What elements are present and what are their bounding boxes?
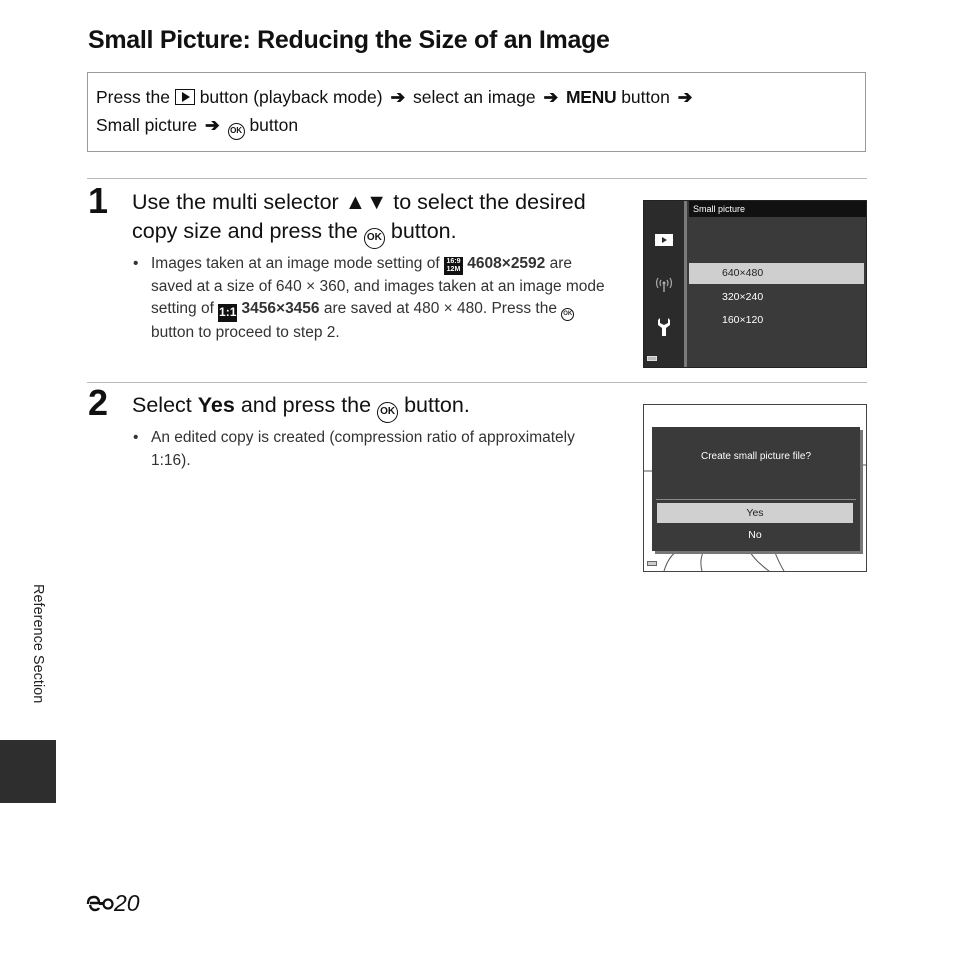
nav-text: select an image [413, 87, 536, 107]
step-text: button. [390, 219, 457, 243]
ok-button-icon: OK [228, 123, 245, 140]
note-text [151, 253, 611, 345]
section-tab [0, 740, 56, 803]
yes-keyword: Yes [197, 393, 235, 417]
wireless-icon [654, 275, 674, 293]
step-text: Select [132, 393, 192, 417]
step-text: to select the desired copy size and press the [132, 190, 586, 243]
step-number: 2 [88, 382, 109, 423]
size-option-320[interactable]: 320×240 [722, 291, 764, 303]
camera-confirm-screen [643, 404, 867, 572]
playback-button-icon [175, 89, 195, 105]
step-text: and press the [240, 393, 372, 417]
divider [87, 382, 867, 383]
yes-option[interactable]: Yes [657, 503, 853, 523]
note-text: are saved at 480 × 480. Press the [323, 300, 557, 317]
nav-text: Press the [96, 87, 170, 107]
battery-icon [647, 356, 657, 361]
camera-menu-screen [643, 200, 867, 368]
menu-header: Small picture [689, 201, 866, 217]
size-option-160[interactable]: 160×120 [722, 314, 764, 326]
dialog-question: Create small picture file? [700, 451, 812, 462]
ok-button-icon: OK [364, 228, 385, 249]
page-title: Small Picture: Reducing the Size of an Image [88, 26, 610, 54]
sidebar-separator [684, 201, 687, 367]
multi-selector-arrows-icon: ▲▼ [344, 190, 388, 214]
image-mode-1-1-icon: 1:1 [218, 304, 237, 322]
confirm-dialog [652, 427, 860, 551]
no-option[interactable]: No [748, 529, 762, 541]
bullet-icon: • [133, 255, 139, 272]
dialog-separator [656, 499, 856, 500]
arrow-icon: ➔ [205, 115, 220, 135]
nav-text: button [249, 115, 299, 135]
ok-button-icon: OK [377, 402, 398, 423]
menu-button-icon: MENU [566, 87, 617, 107]
nav-text: button (playback mode) [199, 87, 383, 107]
step-2-note [133, 427, 611, 472]
mode-value: 3456×3456 [241, 300, 320, 317]
note-text: button to proceed to step 2. [151, 324, 340, 341]
bullet-icon: • [133, 429, 139, 446]
playback-icon [654, 232, 674, 248]
note-text: are saved at a size of 640 × 360, and images taken at an image mode setting of [151, 255, 605, 317]
size-option-640[interactable]: 640×480 [689, 263, 864, 284]
step-1-note [133, 253, 611, 345]
note-text: Images taken at an image mode setting of [151, 255, 440, 272]
navigation-path-box [87, 72, 866, 152]
nav-line-1 [96, 87, 695, 108]
arrow-icon: ➔ [390, 87, 406, 107]
mode-value: 4608×2592 [467, 255, 546, 272]
ok-button-icon: OK [561, 308, 574, 321]
step-text: button. [404, 393, 470, 417]
page-number [86, 890, 140, 917]
step-text: Use the multi selector [132, 190, 339, 214]
image-mode-16-9-icon: 16:9 12M [444, 257, 463, 275]
page-number-text: 20 [114, 890, 140, 916]
section-label: Reference Section [30, 584, 46, 704]
nav-text: Small picture [96, 115, 198, 135]
note-text: An edited copy is created (compression ratio of approximately 1:16). [151, 429, 575, 469]
nav-text: button [621, 87, 670, 107]
nav-line-2 [96, 115, 298, 140]
arrow-icon: ➔ [677, 87, 693, 107]
battery-icon [647, 561, 657, 566]
step-number: 1 [88, 180, 109, 221]
divider [87, 178, 867, 179]
reference-e-icon [86, 895, 114, 913]
step-1-heading [132, 188, 602, 249]
wrench-icon [654, 316, 674, 338]
step-2-heading [132, 391, 602, 423]
arrow-icon: ➔ [543, 87, 559, 107]
